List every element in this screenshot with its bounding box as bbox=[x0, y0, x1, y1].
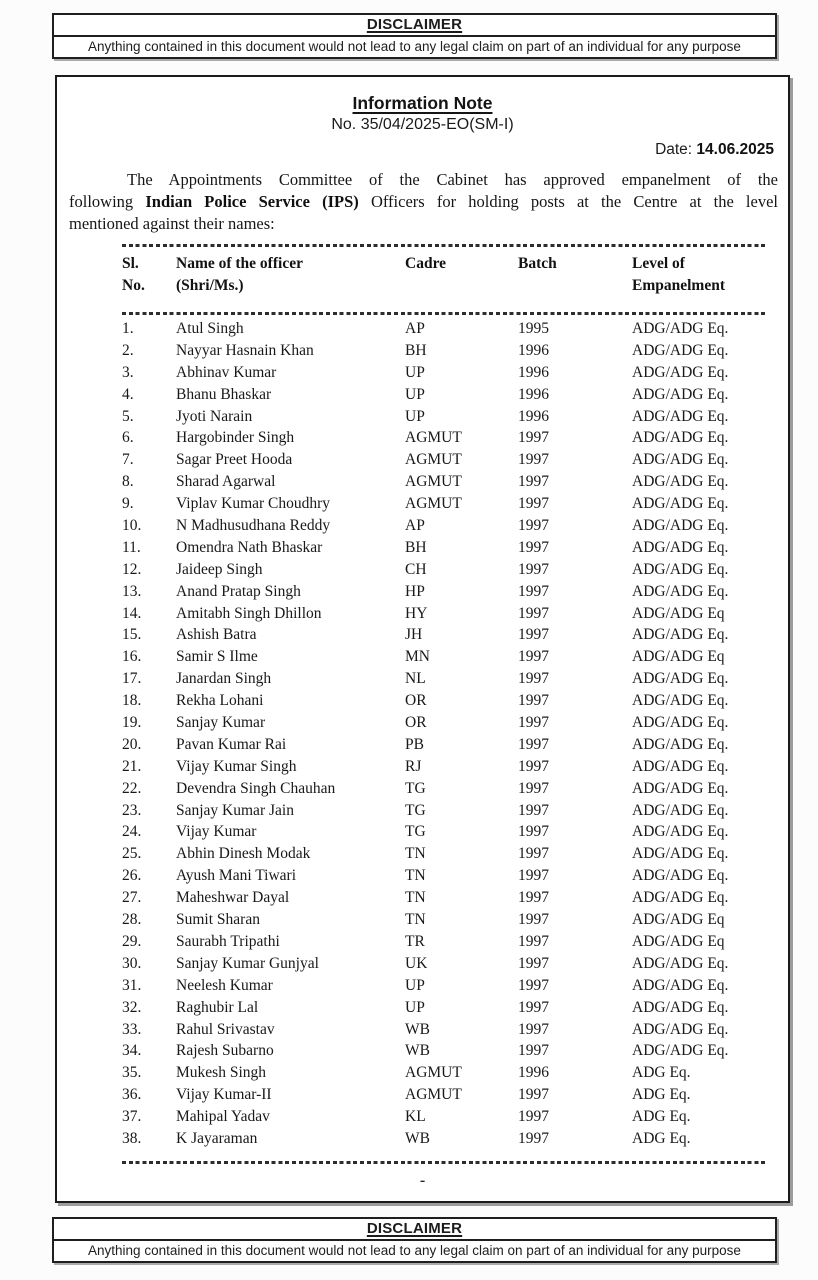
cell-batch: 1996 bbox=[518, 363, 549, 381]
cell-officer-name: Mahipal Yadav bbox=[176, 1108, 270, 1126]
cell-sl-no: 23. bbox=[122, 801, 142, 819]
cell-batch: 1997 bbox=[518, 867, 549, 885]
cell-cadre: PB bbox=[405, 735, 424, 753]
table-row bbox=[122, 867, 765, 889]
cell-level: ADG/ADG Eq. bbox=[632, 735, 729, 753]
cell-officer-name: Vijay Kumar Singh bbox=[176, 757, 297, 775]
cell-sl-no: 20. bbox=[122, 735, 142, 753]
cell-cadre: AGMUT bbox=[405, 429, 462, 447]
disclaimer-top bbox=[52, 13, 777, 59]
table-row bbox=[122, 714, 765, 736]
cell-batch: 1997 bbox=[518, 538, 549, 556]
cell-cadre: OR bbox=[405, 692, 427, 710]
cell-sl-no: 1. bbox=[122, 320, 134, 337]
cell-sl-no: 15. bbox=[122, 626, 142, 644]
table-row bbox=[122, 495, 765, 517]
cell-cadre: AGMUT bbox=[405, 451, 462, 469]
cell-level: ADG/ADG Eq. bbox=[632, 626, 729, 644]
cell-cadre: TN bbox=[405, 867, 426, 885]
cell-cadre: UP bbox=[405, 998, 425, 1016]
cell-level: ADG/ADG Eq. bbox=[632, 1042, 729, 1060]
cell-level: ADG Eq. bbox=[632, 1108, 691, 1126]
cell-level: ADG/ADG Eq. bbox=[632, 341, 729, 359]
cell-cadre: JH bbox=[405, 626, 423, 644]
cell-level: ADG/ADG Eq bbox=[632, 648, 725, 666]
reference-number: No. 35/04/2025-EO(SM-I) bbox=[331, 116, 514, 133]
intro-line: following Indian Police Service (IPS) Officers for holding posts at the Centre at the level bbox=[69, 192, 778, 211]
cell-officer-name: Mukesh Singh bbox=[176, 1064, 266, 1082]
cell-officer-name: Vijay Kumar-II bbox=[176, 1086, 272, 1104]
cell-batch: 1997 bbox=[518, 801, 549, 819]
cell-officer-name: Devendra Singh Chauhan bbox=[176, 779, 336, 797]
cell-batch: 1996 bbox=[518, 341, 549, 359]
cell-cadre: TG bbox=[405, 823, 426, 841]
cell-cadre: WB bbox=[405, 1020, 430, 1038]
cell-sl-no: 38. bbox=[122, 1129, 142, 1147]
table-row bbox=[122, 1042, 765, 1064]
cell-level: ADG/ADG Eq. bbox=[632, 385, 729, 403]
cell-sl-no: 10. bbox=[122, 517, 142, 535]
cell-level: ADG/ADG Eq. bbox=[632, 363, 729, 381]
cell-sl-no: 6. bbox=[122, 429, 134, 447]
date-value: 14.06.2025 bbox=[696, 141, 774, 158]
cell-sl-no: 32. bbox=[122, 998, 142, 1016]
cell-sl-no: 14. bbox=[122, 604, 142, 622]
cell-sl-no: 37. bbox=[122, 1108, 142, 1126]
date-label: Date: bbox=[655, 141, 697, 158]
cell-cadre: MN bbox=[405, 648, 430, 666]
table-row bbox=[122, 648, 765, 670]
table-row bbox=[122, 605, 765, 627]
table-row bbox=[122, 823, 765, 845]
cell-batch: 1997 bbox=[518, 626, 549, 644]
cell-officer-name: Rekha Lohani bbox=[176, 692, 264, 710]
table-row bbox=[122, 408, 765, 430]
cell-batch: 1997 bbox=[518, 954, 549, 972]
cell-cadre: UP bbox=[405, 385, 425, 403]
cell-cadre: TN bbox=[405, 889, 426, 907]
cell-cadre: HP bbox=[405, 582, 425, 600]
table-row bbox=[122, 583, 765, 605]
cell-officer-name: Bhanu Bhaskar bbox=[176, 385, 272, 403]
cell-cadre: WB bbox=[405, 1129, 430, 1147]
cell-cadre: RJ bbox=[405, 757, 422, 775]
cell-sl-no: 21. bbox=[122, 757, 142, 775]
cell-level: ADG/ADG Eq. bbox=[632, 517, 729, 535]
cell-sl-no: 33. bbox=[122, 1020, 142, 1038]
cell-batch: 1997 bbox=[518, 845, 549, 863]
cell-level: ADG/ADG Eq bbox=[632, 911, 725, 929]
cell-officer-name: Abhinav Kumar bbox=[176, 363, 277, 381]
table-row bbox=[122, 561, 765, 583]
page-title: Information Note bbox=[352, 93, 493, 113]
cell-level: ADG/ADG Eq. bbox=[632, 757, 729, 775]
cell-sl-no: 11. bbox=[122, 538, 141, 556]
cell-level: ADG/ADG Eq. bbox=[632, 1020, 729, 1038]
cell-batch: 1997 bbox=[518, 473, 549, 491]
cell-officer-name: Sagar Preet Hooda bbox=[176, 451, 293, 469]
cell-officer-name: K Jayaraman bbox=[176, 1129, 258, 1147]
cell-cadre: AP bbox=[405, 320, 425, 337]
table-row bbox=[122, 802, 765, 824]
table-row bbox=[122, 1021, 765, 1043]
cell-sl-no: 16. bbox=[122, 648, 142, 666]
table-row bbox=[122, 320, 765, 342]
separator-line-bottom bbox=[122, 1161, 765, 1164]
table-row bbox=[122, 999, 765, 1021]
cell-batch: 1997 bbox=[518, 692, 549, 710]
cell-cadre: HY bbox=[405, 604, 428, 622]
table-row bbox=[122, 1130, 765, 1152]
cell-cadre: BH bbox=[405, 341, 427, 359]
cell-sl-no: 12. bbox=[122, 560, 142, 578]
cell-sl-no: 17. bbox=[122, 670, 142, 688]
header-batch: Batch bbox=[518, 255, 557, 272]
cell-sl-no: 36. bbox=[122, 1086, 142, 1104]
table-row bbox=[122, 451, 765, 473]
cell-cadre: TN bbox=[405, 911, 426, 929]
cell-sl-no: 29. bbox=[122, 932, 142, 950]
cell-sl-no: 19. bbox=[122, 714, 142, 732]
cell-level: ADG/ADG Eq. bbox=[632, 538, 729, 556]
table-row bbox=[122, 429, 765, 451]
cell-level: ADG/ADG Eq. bbox=[632, 801, 729, 819]
table-row bbox=[122, 342, 765, 364]
header-cadre: Cadre bbox=[405, 255, 447, 272]
cell-level: ADG/ADG Eq. bbox=[632, 473, 729, 491]
cell-officer-name: Neelesh Kumar bbox=[176, 976, 273, 994]
cell-officer-name: N Madhusudhana Reddy bbox=[176, 517, 331, 535]
cell-officer-name: Rajesh Subarno bbox=[176, 1042, 274, 1060]
cell-officer-name: Ayush Mani Tiwari bbox=[176, 867, 297, 885]
cell-batch: 1997 bbox=[518, 451, 549, 469]
cell-level: ADG/ADG Eq. bbox=[632, 582, 729, 600]
cell-level: ADG/ADG Eq. bbox=[632, 889, 729, 907]
table-row bbox=[122, 736, 765, 758]
cell-officer-name: Hargobinder Singh bbox=[176, 429, 295, 447]
cell-cadre: WB bbox=[405, 1042, 430, 1060]
cell-cadre: TG bbox=[405, 779, 426, 797]
cell-officer-name: Ashish Batra bbox=[176, 626, 257, 644]
table-row bbox=[122, 1086, 765, 1108]
cell-officer-name: Sharad Agarwal bbox=[176, 473, 276, 491]
disclaimer-text: Anything contained in this document would not lead to any legal claim on part of an individual for any purpose bbox=[88, 39, 741, 54]
cell-batch: 1997 bbox=[518, 517, 549, 535]
cell-level: ADG/ADG Eq. bbox=[632, 670, 729, 688]
cell-officer-name: Sumit Sharan bbox=[176, 911, 260, 929]
page-number-marker: - bbox=[419, 1171, 426, 1189]
intro-line: mentioned against their names: bbox=[69, 214, 275, 233]
cell-sl-no: 2. bbox=[122, 341, 134, 359]
cell-batch: 1996 bbox=[518, 385, 549, 403]
cell-level: ADG/ADG Eq. bbox=[632, 998, 729, 1016]
table-row bbox=[122, 386, 765, 408]
cell-officer-name: Jaideep Singh bbox=[176, 560, 263, 578]
cell-cadre: UP bbox=[405, 363, 425, 381]
disclaimer-bottom bbox=[52, 1217, 777, 1263]
cell-level: ADG Eq. bbox=[632, 1064, 691, 1082]
cell-cadre: TN bbox=[405, 845, 426, 863]
cell-sl-no: 9. bbox=[122, 495, 134, 513]
table-row bbox=[122, 1064, 765, 1086]
cell-cadre: UP bbox=[405, 407, 425, 425]
cell-level: ADG/ADG Eq. bbox=[632, 954, 729, 972]
table-row bbox=[122, 933, 765, 955]
disclaimer-title: DISCLAIMER bbox=[54, 15, 775, 37]
cell-batch: 1997 bbox=[518, 604, 549, 622]
cell-sl-no: 28. bbox=[122, 911, 142, 929]
officers-table bbox=[122, 315, 788, 1152]
cell-batch: 1997 bbox=[518, 495, 549, 513]
cell-cadre: AGMUT bbox=[405, 1064, 462, 1082]
table-row bbox=[122, 1108, 765, 1130]
table-row bbox=[122, 517, 765, 539]
cell-sl-no: 5. bbox=[122, 407, 134, 425]
cell-sl-no: 8. bbox=[122, 473, 134, 491]
table-row bbox=[122, 539, 765, 561]
cell-level: ADG/ADG Eq bbox=[632, 604, 725, 622]
table-row bbox=[122, 977, 765, 999]
cell-batch: 1997 bbox=[518, 670, 549, 688]
cell-sl-no: 27. bbox=[122, 889, 142, 907]
cell-level: ADG/ADG Eq. bbox=[632, 976, 729, 994]
cell-cadre: CH bbox=[405, 560, 427, 578]
cell-officer-name: Samir S Ilme bbox=[176, 648, 258, 666]
cell-sl-no: 25. bbox=[122, 845, 142, 863]
cell-sl-no: 7. bbox=[122, 451, 134, 469]
table-row bbox=[122, 780, 765, 802]
cell-batch: 1997 bbox=[518, 889, 549, 907]
cell-sl-no: 18. bbox=[122, 692, 142, 710]
cell-cadre: AGMUT bbox=[405, 1086, 462, 1104]
cell-officer-name: Sanjay Kumar Jain bbox=[176, 801, 294, 819]
cell-level: ADG/ADG Eq. bbox=[632, 451, 729, 469]
cell-sl-no: 3. bbox=[122, 363, 134, 381]
cell-batch: 1997 bbox=[518, 779, 549, 797]
cell-batch: 1997 bbox=[518, 582, 549, 600]
document-page bbox=[55, 75, 790, 1203]
cell-officer-name: Saurabh Tripathi bbox=[176, 932, 280, 950]
cell-level: ADG/ADG Eq. bbox=[632, 714, 729, 732]
cell-batch: 1997 bbox=[518, 757, 549, 775]
table-row bbox=[122, 845, 765, 867]
disclaimer-title: DISCLAIMER bbox=[54, 1219, 775, 1241]
cell-level: ADG/ADG Eq. bbox=[632, 407, 729, 425]
cell-batch: 1997 bbox=[518, 1129, 549, 1147]
cell-level: ADG/ADG Eq. bbox=[632, 779, 729, 797]
cell-batch: 1997 bbox=[518, 823, 549, 841]
cell-level: ADG/ADG Eq. bbox=[632, 845, 729, 863]
cell-level: ADG Eq. bbox=[632, 1129, 691, 1147]
cell-cadre: OR bbox=[405, 714, 427, 732]
cell-batch: 1995 bbox=[518, 320, 549, 337]
cell-level: ADG/ADG Eq. bbox=[632, 495, 729, 513]
intro-paragraph bbox=[69, 169, 778, 235]
cell-level: ADG/ADG Eq. bbox=[632, 560, 729, 578]
intro-line: The Appointments Committee of the Cabinet has approved empanelment of the bbox=[127, 170, 778, 189]
cell-batch: 1997 bbox=[518, 735, 549, 753]
cell-batch: 1997 bbox=[518, 932, 549, 950]
table-row bbox=[122, 364, 765, 386]
cell-batch: 1997 bbox=[518, 1020, 549, 1038]
cell-batch: 1997 bbox=[518, 648, 549, 666]
cell-level: ADG Eq. bbox=[632, 1086, 691, 1104]
cell-batch: 1997 bbox=[518, 429, 549, 447]
cell-level: ADG/ADG Eq. bbox=[632, 429, 729, 447]
cell-officer-name: Anand Pratap Singh bbox=[176, 582, 301, 600]
cell-level: ADG/ADG Eq. bbox=[632, 823, 729, 841]
cell-sl-no: 31. bbox=[122, 976, 142, 994]
cell-level: ADG/ADG Eq. bbox=[632, 320, 729, 337]
cell-sl-no: 30. bbox=[122, 954, 142, 972]
cell-sl-no: 4. bbox=[122, 385, 134, 403]
table-header bbox=[122, 247, 765, 303]
cell-officer-name: Nayyar Hasnain Khan bbox=[176, 341, 314, 359]
table-row bbox=[122, 911, 765, 933]
cell-batch: 1997 bbox=[518, 976, 549, 994]
cell-batch: 1997 bbox=[518, 560, 549, 578]
cell-sl-no: 13. bbox=[122, 582, 142, 600]
table-row bbox=[122, 670, 765, 692]
cell-officer-name: Maheshwar Dayal bbox=[176, 889, 290, 907]
cell-batch: 1997 bbox=[518, 911, 549, 929]
cell-cadre: BH bbox=[405, 538, 427, 556]
cell-officer-name: Vijay Kumar bbox=[176, 823, 257, 841]
cell-sl-no: 22. bbox=[122, 779, 142, 797]
cell-batch: 1997 bbox=[518, 998, 549, 1016]
header-level: Level of Empanelment bbox=[632, 255, 725, 294]
cell-officer-name: Sanjay Kumar Gunjyal bbox=[176, 954, 319, 972]
table-row bbox=[122, 955, 765, 977]
disclaimer-text: Anything contained in this document would not lead to any legal claim on part of an individual for any purpose bbox=[88, 1243, 741, 1258]
cell-sl-no: 35. bbox=[122, 1064, 142, 1082]
cell-level: ADG/ADG Eq. bbox=[632, 867, 729, 885]
table-row bbox=[122, 889, 765, 911]
cell-sl-no: 34. bbox=[122, 1042, 142, 1060]
cell-batch: 1996 bbox=[518, 407, 549, 425]
cell-cadre: AGMUT bbox=[405, 495, 462, 513]
cell-cadre: AGMUT bbox=[405, 473, 462, 491]
table-row bbox=[122, 626, 765, 648]
cell-officer-name: Raghubir Lal bbox=[176, 998, 259, 1016]
cell-cadre: UP bbox=[405, 976, 425, 994]
cell-level: ADG/ADG Eq bbox=[632, 932, 725, 950]
cell-officer-name: Janardan Singh bbox=[176, 670, 272, 688]
cell-cadre: UK bbox=[405, 954, 428, 972]
cell-cadre: KL bbox=[405, 1108, 426, 1126]
table-row bbox=[122, 692, 765, 714]
cell-officer-name: Omendra Nath Bhaskar bbox=[176, 538, 323, 556]
date-line bbox=[57, 141, 788, 159]
cell-batch: 1997 bbox=[518, 1042, 549, 1060]
cell-officer-name: Jyoti Narain bbox=[176, 407, 253, 425]
cell-officer-name: Rahul Srivastav bbox=[176, 1020, 275, 1038]
cell-officer-name: Atul Singh bbox=[176, 320, 244, 337]
cell-officer-name: Viplav Kumar Choudhry bbox=[176, 495, 331, 513]
header-sl-no: Sl. No. bbox=[122, 255, 145, 294]
cell-batch: 1996 bbox=[518, 1064, 549, 1082]
cell-batch: 1997 bbox=[518, 714, 549, 732]
cell-officer-name: Pavan Kumar Rai bbox=[176, 735, 287, 753]
cell-officer-name: Abhin Dinesh Modak bbox=[176, 845, 311, 863]
table-row bbox=[122, 473, 765, 495]
cell-officer-name: Amitabh Singh Dhillon bbox=[176, 604, 322, 622]
cell-batch: 1997 bbox=[518, 1108, 549, 1126]
cell-batch: 1997 bbox=[518, 1086, 549, 1104]
cell-cadre: TR bbox=[405, 932, 425, 950]
cell-sl-no: 24. bbox=[122, 823, 142, 841]
cell-cadre: NL bbox=[405, 670, 426, 688]
cell-level: ADG/ADG Eq. bbox=[632, 692, 729, 710]
header-name: Name of the officer (Shri/Ms.) bbox=[176, 255, 303, 294]
cell-officer-name: Sanjay Kumar bbox=[176, 714, 266, 732]
table-row bbox=[122, 758, 765, 780]
cell-cadre: AP bbox=[405, 517, 425, 535]
cell-cadre: TG bbox=[405, 801, 426, 819]
cell-sl-no: 26. bbox=[122, 867, 142, 885]
